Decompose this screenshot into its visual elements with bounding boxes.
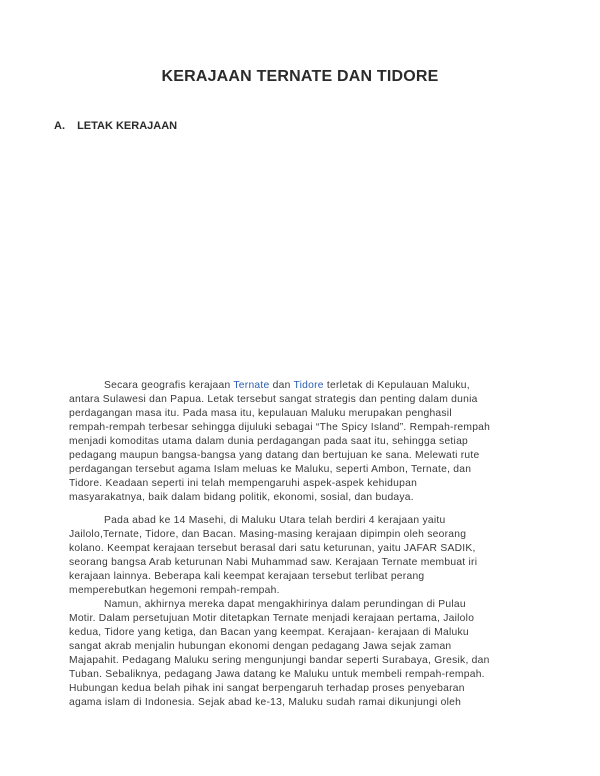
paragraph-line: Namun, akhirnya mereka dapat mengakhirinya dalam perundingan di Pulau [104, 599, 466, 610]
paragraph-line: Tuban. Sebaliknya, pedagang Jawa datang ke Maluku untuk membeli rempah-rempah. [69, 669, 485, 680]
paragraph-line: antara Sulawesi dan Papua. Letak tersebut sangat strategis dan penting dalam dunia [69, 394, 478, 405]
paragraph-line: Majapahit. Pedagang Maluku sering mengunjungi bandar seperti Surabaya, Gresik, dan [69, 655, 490, 666]
section-heading-text: LETAK KERAJAAN [77, 120, 178, 132]
paragraph-line: perdagangan masa itu. Pada masa itu, kepulauan Maluku merupakan penghasil [69, 408, 452, 419]
text-span: Secara geografis kerajaan [104, 380, 234, 391]
paragraph-line: kedua, Tidore yang ketiga, dan Bacan yang keempat. Kerajaan- kerajaan di Maluku [69, 627, 469, 638]
link-ternate[interactable]: Ternate [233, 380, 270, 391]
paragraph-line [69, 379, 533, 393]
paragraph-line: Tidore. Keadaan seperti ini telah mempengaruhi aspek-aspek kehidupan [69, 478, 418, 489]
paragraph-line: masyarakatnya, baik dalam bidang politik, ekonomi, sosial, dan budaya. [69, 492, 414, 503]
paragraph-history [69, 514, 533, 598]
paragraph-line: rempah-rempah terbesar sehingga dijuluki sebagai “The Spicy Island”. Rempah-rempah [69, 422, 491, 433]
paragraph-line: pedagang maupun bangsa-bangsa yang datang dan bertujuan ke sana. Melewati rute [69, 450, 480, 461]
paragraph-motir [69, 598, 533, 710]
paragraph-line: memperebutkan hegemoni rempah-rempah. [69, 585, 280, 596]
paragraph-line: Hubungan kedua belah pihak ini sangat berpengaruh terhadap proses penyebaran [69, 683, 465, 694]
document-title: KERAJAAN TERNATE DAN TIDORE [161, 68, 439, 85]
paragraph-line: seorang bangsa Arab keturunan Nabi Muhammad saw. Kerajaan Ternate membuat iri [69, 557, 478, 568]
paragraph-line: kolano. Keempat kerajaan tersebut berasal dari satu keturunan, yaitu JAFAR SADIK, [69, 543, 476, 554]
paragraph-line: Pada abad ke 14 Masehi, di Maluku Utara telah berdiri 4 kerajaan yaitu [104, 515, 446, 526]
link-tidore[interactable]: Tidore [293, 380, 324, 391]
paragraph-location [69, 379, 533, 505]
paragraph-line: sangat akrab menjalin hubungan ekonomi dengan pedagang Jawa sejak zaman [69, 641, 452, 652]
paragraph-line: kerajaan lainnya. Beberapa kali keempat kerajaan tersebut terlibat perang [69, 571, 425, 582]
paragraph-line: perdagangan tersebut agama Islam meluas ke Maluku, seperti Ambon, Ternate, dan [69, 464, 472, 475]
paragraph-line: Jailolo,Ternate, Tidore, dan Bacan. Masing-masing kerajaan dipimpin oleh seorang [69, 529, 467, 540]
text-span: terletak di Kepulauan Maluku, [323, 380, 470, 391]
paragraph-line: menjadi komoditas utama dalam dunia perdagangan pada saat itu, sehingga setiap [69, 436, 469, 447]
paragraph-line: agama islam di Indonesia. Sejak abad ke-13, Maluku sudah ramai dikunjungi oleh [69, 697, 462, 708]
paragraph-line: Motir. Dalam persetujuan Motir ditetapkan Ternate menjadi kerajaan pertama, Jailolo [69, 613, 475, 624]
section-heading [54, 120, 177, 132]
text-span: dan [269, 380, 294, 391]
section-number: A. [54, 120, 65, 132]
